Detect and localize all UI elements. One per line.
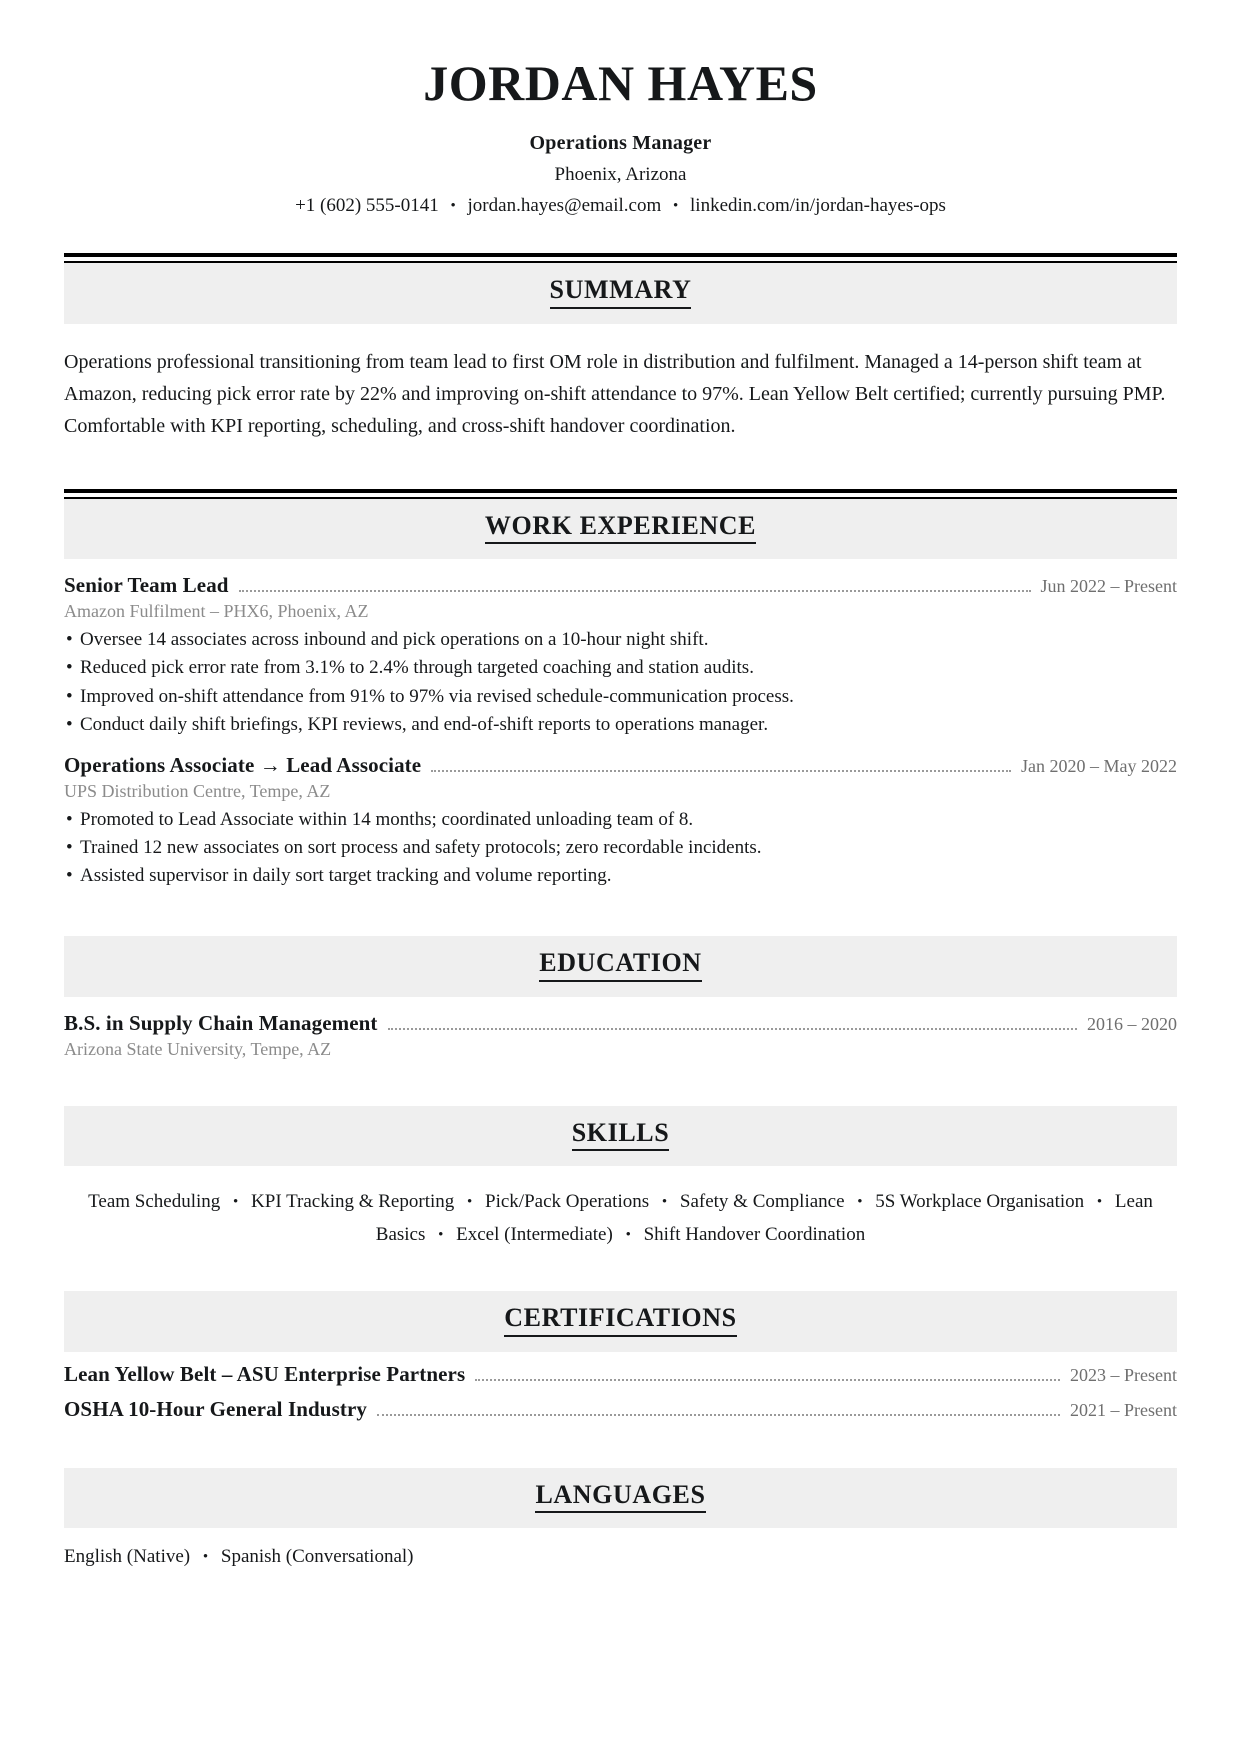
work-entry-date: Jun 2022 – Present [1040, 576, 1177, 597]
candidate-location: Phoenix, Arizona [554, 164, 687, 185]
skill-item: Shift Handover Coordination [643, 1223, 866, 1245]
work-entry-company: Amazon Fulfilment – PHX6, Phoenix, AZ [64, 601, 369, 622]
list-item: • Assisted supervisor in daily sort target tracking and volume reporting. [64, 862, 1177, 890]
section-header-summary [64, 263, 1177, 324]
education-degree: B.S. in Supply Chain Management [64, 1010, 378, 1035]
language-item: Spanish (Conversational) [220, 1546, 414, 1568]
contact-separator-icon: • [673, 198, 679, 215]
spacer [64, 1251, 1177, 1291]
section-title-education: EDUCATION [539, 949, 701, 982]
work-entry-bullets [64, 626, 1177, 738]
contact-email: jordan.hayes@email.com [467, 195, 662, 216]
certification-entry-header [64, 1362, 1177, 1387]
work-entry [64, 573, 1177, 738]
spacer [64, 890, 1177, 936]
contact-linkedin: linkedin.com/in/jordan-hayes-ops [690, 195, 946, 216]
work-entry [64, 753, 1177, 890]
education-date: 2016 – 2020 [1087, 1013, 1177, 1034]
certification-entry [64, 1397, 1177, 1422]
bullet-separator-icon: • [202, 1549, 209, 1566]
skill-item: Lean Basics [375, 1191, 1153, 1245]
spacer [64, 1422, 1177, 1468]
dotted-leader [388, 1028, 1077, 1030]
skill-item: 5S Workplace Organisation [875, 1191, 1085, 1213]
section-title-languages: LANGUAGES [535, 1481, 705, 1514]
section-header-education [64, 936, 1177, 997]
work-entry-company: UPS Distribution Centre, Tempe, AZ [64, 780, 331, 801]
candidate-job-title: Operations Manager [529, 132, 712, 154]
spacer [64, 1060, 1177, 1106]
list-item: • Promoted to Lead Associate within 14 months; coordinated unloading team of 8. [64, 806, 1177, 834]
section-header-work-experience [64, 499, 1177, 560]
candidate-name: JORDAN HAYES [423, 55, 818, 111]
language-item: English (Native) [64, 1546, 191, 1568]
dotted-leader [475, 1379, 1060, 1381]
summary-paragraph: Operations professional transitioning from team lead to first OM role in distribution and fulfilment. Managed a 14-person shift team at Amazon, reducing pick error rate by 22% and improving on-shift attendance to 97%. Lean Yellow Belt certified; currently pursuing PMP. Comfortable with KPI reporting, scheduling, and cross-shift handover coordination. [64, 350, 1166, 438]
skill-item: Pick/Pack Operations [485, 1191, 650, 1213]
skill-item: Team Scheduling [88, 1191, 221, 1213]
skill-item: KPI Tracking & Reporting [251, 1191, 455, 1213]
section-header-skills [64, 1106, 1177, 1167]
certification-entry-header [64, 1397, 1177, 1422]
contact-separator-icon: • [450, 198, 456, 215]
work-entry-title: Operations Associate → Lead Associate [64, 752, 422, 777]
contact-line [64, 195, 1177, 217]
languages-list [64, 1546, 1177, 1568]
work-entry-header [64, 753, 1177, 778]
dotted-leader [431, 770, 1011, 772]
summary-divider [64, 253, 1177, 263]
section-title-certifications: CERTIFICATIONS [504, 1304, 736, 1337]
list-item: • Reduced pick error rate from 3.1% to 2.4% through targeted coaching and station audits. [64, 654, 1177, 682]
list-item: • Trained 12 new associates on sort process and safety protocols; zero recordable incidents. [64, 834, 1177, 862]
education-entry-header [64, 1011, 1177, 1036]
list-item: • Oversee 14 associates across inbound and pick operations on a 10-hour night shift. [64, 626, 1177, 654]
list-item: • Conduct daily shift briefings, KPI reviews, and end-of-shift reports to operations manager. [64, 711, 1177, 739]
dotted-leader [239, 590, 1031, 592]
skills-list [64, 1186, 1177, 1251]
bullet-separator-icon: • [467, 1194, 473, 1211]
bullet-separator-icon: • [661, 1194, 668, 1211]
spacer [64, 443, 1177, 489]
bullet-separator-icon: • [857, 1194, 863, 1211]
list-item: • Improved on-shift attendance from 91% to 97% via revised schedule-communication process. [64, 683, 1177, 711]
bullet-separator-icon: • [625, 1226, 631, 1243]
work-entry-date: Jan 2020 – May 2022 [1021, 755, 1177, 776]
section-header-languages [64, 1468, 1177, 1529]
education-entry [64, 1011, 1177, 1060]
work-divider [64, 489, 1177, 499]
section-header-certifications [64, 1291, 1177, 1352]
bullet-separator-icon: • [1096, 1194, 1103, 1211]
certification-title: OSHA 10-Hour General Industry [64, 1396, 367, 1421]
certification-entry [64, 1362, 1177, 1387]
skill-item: Safety & Compliance [679, 1191, 845, 1213]
certification-date: 2023 – Present [1070, 1364, 1177, 1385]
dotted-leader [377, 1414, 1060, 1416]
certification-title: Lean Yellow Belt – ASU Enterprise Partners [64, 1361, 466, 1386]
work-entry-header [64, 573, 1177, 598]
skill-item: Excel (Intermediate) [456, 1223, 613, 1245]
certification-date: 2021 – Present [1070, 1399, 1177, 1420]
work-entry-title: Senior Team Lead [64, 573, 229, 598]
section-title-work-experience: WORK EXPERIENCE [485, 512, 756, 545]
work-entry-bullets [64, 806, 1177, 890]
bullet-separator-icon: • [233, 1194, 239, 1211]
education-school: Arizona State University, Tempe, AZ [64, 1038, 332, 1059]
section-title-skills: SKILLS [572, 1119, 670, 1152]
contact-phone: +1 (602) 555-0141 [295, 195, 439, 216]
section-title-summary: SUMMARY [550, 276, 692, 309]
bullet-separator-icon: • [438, 1226, 444, 1243]
resume-header [64, 56, 1177, 217]
